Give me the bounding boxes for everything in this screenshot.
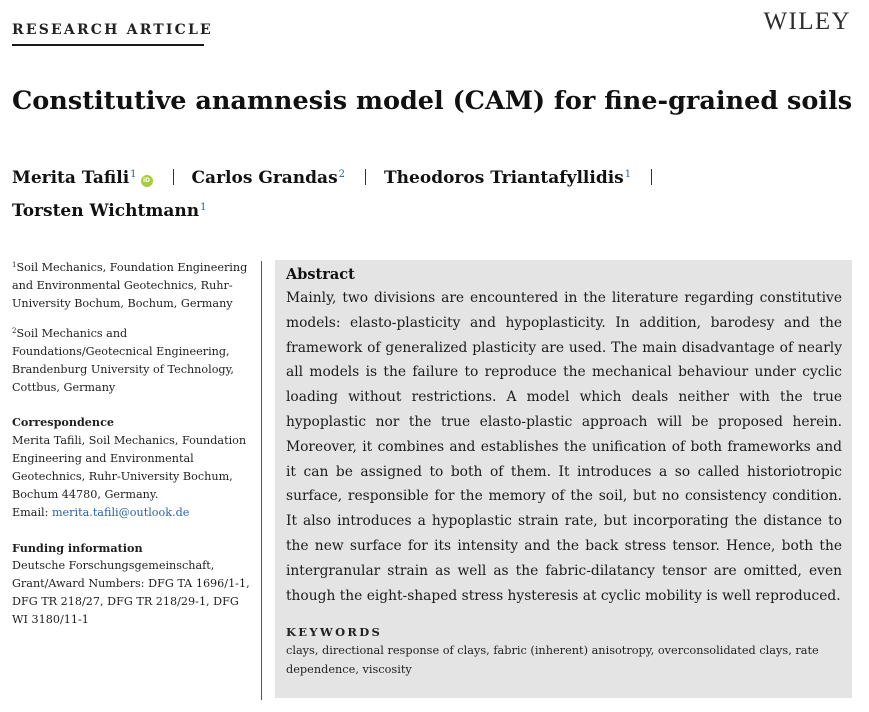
- article-title: Constitutive anamnesis model (CAM) for fine-grained soils: [12, 86, 853, 116]
- keywords-text: clays, directional response of clays, fabric (inherent) anisotropy, overconsolidated clays, rate dependence, viscosity: [286, 644, 819, 677]
- affiliation-marker[interactable]: 1: [200, 202, 207, 213]
- affiliation-2: [12, 322, 252, 398]
- section-label-underline: [12, 44, 204, 46]
- orcid-icon[interactable]: iD: [141, 175, 153, 187]
- author-list: [12, 160, 862, 226]
- column-divider: [261, 261, 262, 700]
- affiliation-marker[interactable]: 2: [338, 169, 346, 180]
- author-name[interactable]: Torsten Wichtmann: [12, 201, 200, 221]
- affiliation-text: Soil Mechanics, Foundation Engineering and Environmental Geotechnics, Ruhr-University Bochum, Bochum, Germany: [12, 261, 248, 311]
- author-4[interactable]: [12, 193, 206, 226]
- affiliation-number: 2: [12, 326, 17, 335]
- correspondence-text: [12, 432, 252, 523]
- funding-text: Deutsche Forschungsgemeinschaft, Grant/Award Numbers: DFG TA 1696/1-1, DFG TR 218/27, DFG TR 218/29-1, DFG WI 3180/11-1: [12, 558, 250, 627]
- email-label: Email:: [12, 506, 49, 520]
- author-1[interactable]: [12, 160, 153, 193]
- correspondence-heading: Correspondence: [12, 415, 114, 430]
- author-name[interactable]: Merita Tafili: [12, 168, 130, 188]
- affiliation-marker[interactable]: 1: [624, 169, 632, 180]
- author-2[interactable]: [192, 160, 346, 193]
- keywords-heading: KEYWORDS: [286, 625, 383, 640]
- abstract-panel: [275, 260, 852, 698]
- affiliation-marker[interactable]: 1: [130, 169, 137, 180]
- publisher-logo[interactable]: WILEY: [763, 8, 851, 35]
- author-separator: [173, 169, 174, 185]
- author-separator: [651, 169, 652, 185]
- email-link[interactable]: merita.tafili@outlook.de: [51, 506, 190, 520]
- section-label: RESEARCH ARTICLE: [12, 22, 213, 38]
- author-name[interactable]: Carlos Grandas: [191, 168, 338, 188]
- affiliation-number: 1: [12, 261, 17, 269]
- author-name[interactable]: Theodoros Triantafyllidis: [384, 168, 624, 188]
- article-info-sidebar: [12, 256, 252, 630]
- correspondence-address: Merita Tafili, Soil Mechanics, Foundation Engineering and Environmental Geotechnics, Ruhr-University Bochum, Bochum 44780, Germany.: [12, 433, 247, 502]
- author-3[interactable]: [384, 160, 631, 193]
- affiliation-1: [12, 256, 252, 314]
- abstract-text: Mainly, two divisions are encountered in the literature regarding constitutive models: elasto-plasticity and hypoplasticity. In addition, barodesy and the framework of generalized plasticity are used. The main disadvantage of nearly all models is the failure to reproduce the mechanical behaviour under cyclic loading without restrictions. A model which deals neither with the true hypoplastic nor the true elasto-plastic approach will be proposed herein. Moreover, it combines and establishes the unification of both frameworks and it can be assigned to both of them. It introduces a so called historiotropic surface, responsible for the memory of the soil, but no consistency condition. It also introduces a hypoplastic strain rate, but incorporating the distance to the new surface for its intensity and the back stress tensor. Hence, both the intergranular strain as well as the fabric-dilatancy tensor are omitted, even though the eight-shaped stress hysteresis at cyclic mobility is well reproduced.: [286, 290, 842, 604]
- author-separator: [365, 169, 366, 185]
- funding-heading: Funding information: [12, 540, 143, 555]
- abstract-heading: Abstract: [286, 266, 355, 283]
- affiliation-text: Soil Mechanics and Foundations/Geotecnical Engineering, Brandenburg University of Technology, Cottbus, Germany: [12, 326, 234, 395]
